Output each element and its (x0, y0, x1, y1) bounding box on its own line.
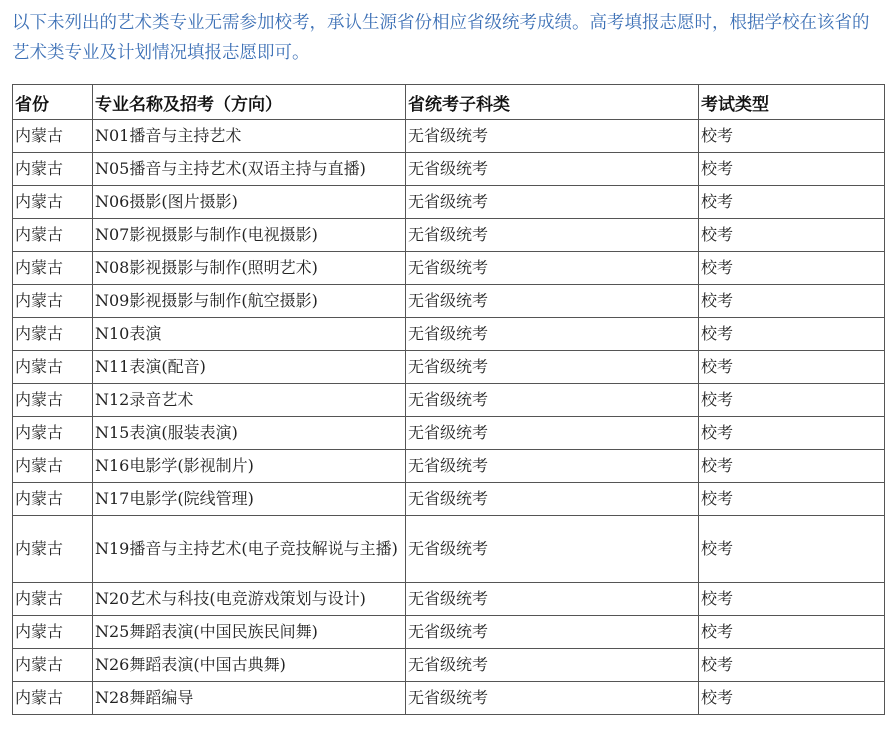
subcategory-cell: 无省级统考 (406, 252, 699, 285)
province-cell: 内蒙古 (13, 450, 93, 483)
major-cell: N01播音与主持艺术 (93, 120, 406, 153)
province-cell: 内蒙古 (13, 186, 93, 219)
table-row (13, 384, 885, 417)
table-row (13, 616, 885, 649)
province-cell: 内蒙古 (13, 682, 93, 715)
major-cell: N26舞蹈表演(中国古典舞) (93, 649, 406, 682)
art-majors-table (12, 84, 885, 715)
province-cell: 内蒙古 (13, 351, 93, 384)
subcategory-cell: 无省级统考 (406, 450, 699, 483)
header-subcategory: 省统考子科类 (406, 85, 699, 120)
subcategory-cell: 无省级统考 (406, 384, 699, 417)
exam-type-cell: 校考 (699, 583, 885, 616)
major-cell: N20艺术与科技(电竞游戏策划与设计) (93, 583, 406, 616)
major-cell: N08影视摄影与制作(照明艺术) (93, 252, 406, 285)
table-header-row (13, 85, 885, 120)
province-cell: 内蒙古 (13, 583, 93, 616)
subcategory-cell: 无省级统考 (406, 417, 699, 450)
subcategory-cell: 无省级统考 (406, 351, 699, 384)
subcategory-cell: 无省级统考 (406, 583, 699, 616)
table-row (13, 516, 885, 583)
table-row (13, 450, 885, 483)
exam-type-cell: 校考 (699, 682, 885, 715)
major-cell: N15表演(服装表演) (93, 417, 406, 450)
major-cell: N06摄影(图片摄影) (93, 186, 406, 219)
table-row (13, 252, 885, 285)
exam-type-cell: 校考 (699, 153, 885, 186)
table-row (13, 351, 885, 384)
province-cell: 内蒙古 (13, 483, 93, 516)
major-cell: N05播音与主持艺术(双语主持与直播) (93, 153, 406, 186)
major-cell: N28舞蹈编导 (93, 682, 406, 715)
subcategory-cell: 无省级统考 (406, 153, 699, 186)
subcategory-cell: 无省级统考 (406, 682, 699, 715)
major-cell: N16电影学(影视制片) (93, 450, 406, 483)
subcategory-cell: 无省级统考 (406, 186, 699, 219)
exam-type-cell: 校考 (699, 516, 885, 583)
exam-type-cell: 校考 (699, 120, 885, 153)
major-cell: N25舞蹈表演(中国民族民间舞) (93, 616, 406, 649)
table-row (13, 120, 885, 153)
exam-type-cell: 校考 (699, 186, 885, 219)
major-cell: N07影视摄影与制作(电视摄影) (93, 219, 406, 252)
header-exam-type: 考试类型 (699, 85, 885, 120)
subcategory-cell: 无省级统考 (406, 219, 699, 252)
table-row (13, 583, 885, 616)
province-cell: 内蒙古 (13, 417, 93, 450)
subcategory-cell: 无省级统考 (406, 649, 699, 682)
major-cell: N19播音与主持艺术(电子竞技解说与主播) (93, 516, 406, 583)
major-cell: N09影视摄影与制作(航空摄影) (93, 285, 406, 318)
exam-type-cell: 校考 (699, 285, 885, 318)
exam-type-cell: 校考 (699, 649, 885, 682)
subcategory-cell: 无省级统考 (406, 516, 699, 583)
province-cell: 内蒙古 (13, 516, 93, 583)
exam-type-cell: 校考 (699, 252, 885, 285)
subcategory-cell: 无省级统考 (406, 285, 699, 318)
province-cell: 内蒙古 (13, 153, 93, 186)
header-province: 省份 (13, 85, 93, 120)
exam-type-cell: 校考 (699, 384, 885, 417)
exam-type-cell: 校考 (699, 450, 885, 483)
table-row (13, 285, 885, 318)
province-cell: 内蒙古 (13, 616, 93, 649)
header-major: 专业名称及招考（方向） (93, 85, 406, 120)
province-cell: 内蒙古 (13, 384, 93, 417)
province-cell: 内蒙古 (13, 219, 93, 252)
intro-paragraph: 以下未列出的艺术类专业无需参加校考，承认生源省份相应省级统考成绩。高考填报志愿时，根据学校在该省的艺术类专业及计划情况填报志愿即可。 (12, 13, 870, 63)
subcategory-cell: 无省级统考 (406, 483, 699, 516)
province-cell: 内蒙古 (13, 252, 93, 285)
table-row (13, 219, 885, 252)
exam-type-cell: 校考 (699, 318, 885, 351)
province-cell: 内蒙古 (13, 285, 93, 318)
province-cell: 内蒙古 (13, 649, 93, 682)
major-cell: N11表演(配音) (93, 351, 406, 384)
table-row (13, 186, 885, 219)
major-cell: N10表演 (93, 318, 406, 351)
subcategory-cell: 无省级统考 (406, 120, 699, 153)
exam-type-cell: 校考 (699, 219, 885, 252)
exam-type-cell: 校考 (699, 351, 885, 384)
table-row (13, 417, 885, 450)
province-cell: 内蒙古 (13, 318, 93, 351)
table-row (13, 649, 885, 682)
table-row (13, 682, 885, 715)
exam-type-cell: 校考 (699, 483, 885, 516)
table-row (13, 153, 885, 186)
exam-type-cell: 校考 (699, 616, 885, 649)
exam-type-cell: 校考 (699, 417, 885, 450)
province-cell: 内蒙古 (13, 120, 93, 153)
subcategory-cell: 无省级统考 (406, 318, 699, 351)
major-cell: N17电影学(院线管理) (93, 483, 406, 516)
table-row (13, 483, 885, 516)
subcategory-cell: 无省级统考 (406, 616, 699, 649)
table-row (13, 318, 885, 351)
major-cell: N12录音艺术 (93, 384, 406, 417)
